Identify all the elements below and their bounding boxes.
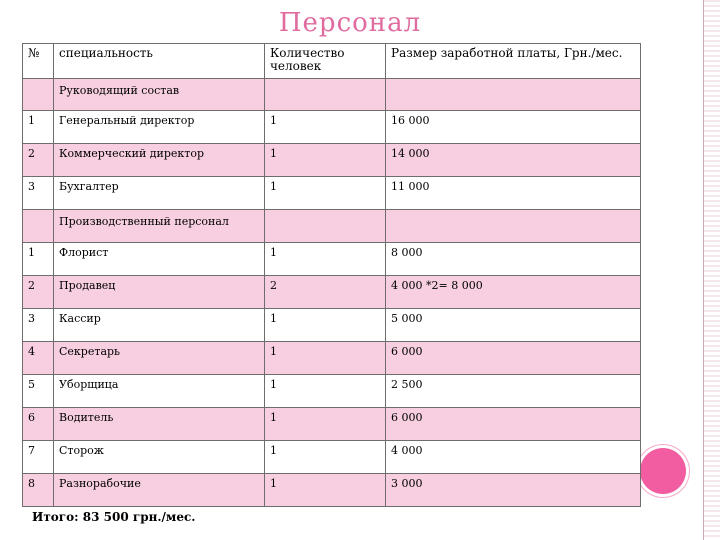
management-rows xyxy=(23,111,641,210)
cell-specialty: Сторож xyxy=(54,441,265,474)
cell-number: 5 xyxy=(23,375,54,408)
cell-count: 1 xyxy=(265,342,386,375)
section-row-management xyxy=(23,79,641,111)
cell-specialty: Продавец xyxy=(54,276,265,309)
cell-salary: 5 000 xyxy=(386,309,641,342)
cell-count: 1 xyxy=(265,111,386,144)
table-row xyxy=(23,111,641,144)
cell-salary: 11 000 xyxy=(386,177,641,210)
cell-count: 1 xyxy=(265,441,386,474)
cell-specialty: Разнорабочие xyxy=(54,474,265,507)
table-row xyxy=(23,309,641,342)
cell-salary: 2 500 xyxy=(386,375,641,408)
table-row xyxy=(23,408,641,441)
cell-number: 1 xyxy=(23,243,54,276)
table-row xyxy=(23,474,641,507)
section-row-production xyxy=(23,210,641,243)
table-row xyxy=(23,177,641,210)
cell-salary: 16 000 xyxy=(386,111,641,144)
cell-number: 3 xyxy=(23,309,54,342)
page-title: Персонал xyxy=(278,8,422,38)
table-row xyxy=(23,375,641,408)
cell-salary: 4 000 *2= 8 000 xyxy=(386,276,641,309)
cell-number: 6 xyxy=(23,408,54,441)
cell-count: 1 xyxy=(265,243,386,276)
cell-count: 1 xyxy=(265,177,386,210)
cell-number: 3 xyxy=(23,177,54,210)
cell-salary: 6 000 xyxy=(386,408,641,441)
cell-specialty: Кассир xyxy=(54,309,265,342)
cell-number: 8 xyxy=(23,474,54,507)
cell-specialty: Коммерческий директор xyxy=(54,144,265,177)
cell-salary: 3 000 xyxy=(386,474,641,507)
cell-count: 2 xyxy=(265,276,386,309)
cell-count: 1 xyxy=(265,309,386,342)
cell-specialty: Бухгалтер xyxy=(54,177,265,210)
cell-salary: 8 000 xyxy=(386,243,641,276)
staff-table xyxy=(22,43,641,507)
table-row xyxy=(23,144,641,177)
table-header-row xyxy=(23,44,641,79)
production-rows xyxy=(23,243,641,507)
decorative-border xyxy=(703,0,720,540)
table-row xyxy=(23,276,641,309)
cell-number: 2 xyxy=(23,144,54,177)
cell-number: 7 xyxy=(23,441,54,474)
cell-specialty: Уборщица xyxy=(54,375,265,408)
pink-circle-decoration xyxy=(640,448,686,494)
cell-count: 1 xyxy=(265,474,386,507)
cell-count: 1 xyxy=(265,144,386,177)
table-row xyxy=(23,342,641,375)
cell-number: 2 xyxy=(23,276,54,309)
header-salary: Размер заработной платы, Грн./мес. xyxy=(386,44,641,79)
cell-number: 4 xyxy=(23,342,54,375)
cell-specialty: Водитель xyxy=(54,408,265,441)
table-row xyxy=(23,441,641,474)
header-count: Количество человек xyxy=(265,44,386,79)
header-specialty: специальность xyxy=(54,44,265,79)
section-label-management: Руководящий состав xyxy=(54,79,265,111)
cell-specialty: Флорист xyxy=(54,243,265,276)
section-label-production: Производственный персонал xyxy=(54,210,265,243)
cell-salary: 14 000 xyxy=(386,144,641,177)
cell-specialty: Генеральный директор xyxy=(54,111,265,144)
cell-number: 1 xyxy=(23,111,54,144)
table-row xyxy=(23,243,641,276)
header-number: № xyxy=(23,44,54,79)
total-label: Итого: 83 500 грн./мес. xyxy=(32,510,196,524)
cell-salary: 6 000 xyxy=(386,342,641,375)
cell-salary: 4 000 xyxy=(386,441,641,474)
cell-count: 1 xyxy=(265,408,386,441)
cell-specialty: Секретарь xyxy=(54,342,265,375)
cell-count: 1 xyxy=(265,375,386,408)
